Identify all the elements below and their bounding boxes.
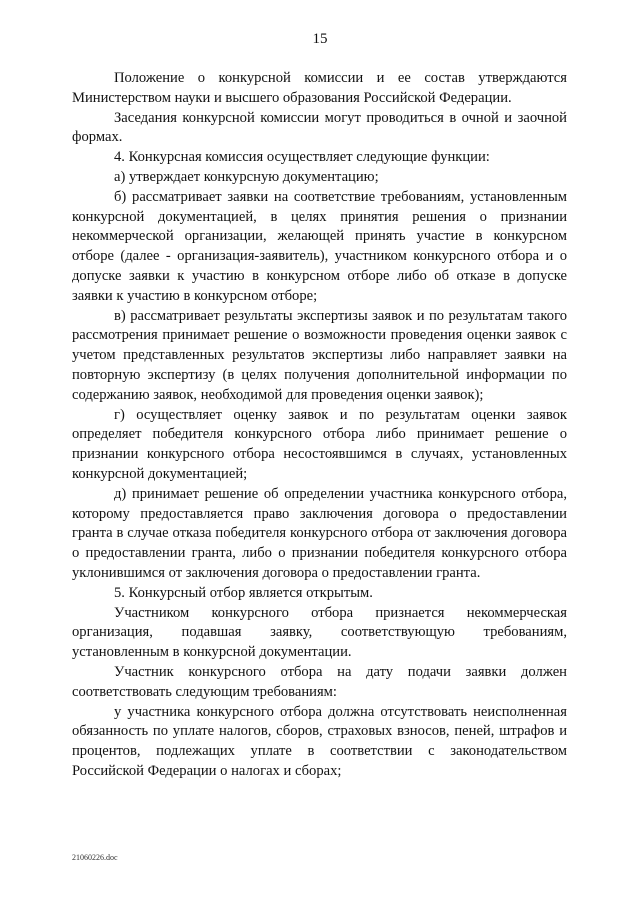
list-item-v: в) рассматривает результаты экспертизы заявок и по результатам такого рассмотрения принимает решение о возможности проведения оценки заявок с учетом представленных результатов экспертизы либо направляет заявки на повторную экспертизу (в целях получения дополнительной информации по содержанию заявок, необходимой для проведения оценки заявок); bbox=[72, 307, 567, 403]
page-number: 15 bbox=[312, 31, 328, 47]
document-body bbox=[72, 69, 567, 782]
list-item-d: д) принимает решение об определении участника конкурсного отбора, которому предоставляется право заключения договора о предоставлении гранта в случае отказа победителя конкурсного отбора от заключения договора о предоставлении гранта, либо о признании победителя конкурсного отбора уклонившимся от заключения договора о предоставлении гранта. bbox=[72, 485, 567, 581]
paragraph-commission-functions: 4. Конкурсная комиссия осуществляет следующие функции: bbox=[114, 149, 490, 166]
paragraph-meeting-forms: Заседания конкурсной комиссии могут проводиться в очной и заочной формах. bbox=[72, 109, 567, 146]
paragraph-tax-requirement: у участника конкурсного отбора должна отсутствовать неисполненная обязанность по уплате налогов, сборов, страховых взносов, пеней, штрафов и процентов, подлежащих уплате в соответствии с законодательством Российской Федерации о налогах и сборах; bbox=[72, 703, 567, 779]
paragraph-open-selection: 5. Конкурсный отбор является открытым. bbox=[114, 584, 373, 601]
document-filename: 21060226.doc bbox=[72, 853, 118, 862]
list-item-a: а) утверждает конкурсную документацию; bbox=[114, 168, 379, 185]
list-item-g: г) осуществляет оценку заявок и по результатам оценки заявок определяет победителя конкурсного отбора либо принимает решение о признании конкурсного отбора несостоявшимся в случаях, установленных конкурсной документацией; bbox=[72, 406, 567, 482]
list-item-b: б) рассматривает заявки на соответствие требованиям, установленным конкурсной документацией, в целях принятия решения о признании некоммерческой организации, желающей принять участие в конкурсном отборе (далее - организация-заявитель), участником конкурсного отбора и о допуске заявки к участию в конкурсном отборе либо об отказе в допуске заявки к участию в конкурсном отборе; bbox=[72, 188, 567, 304]
paragraph-participant-requirements: Участник конкурсного отбора на дату подачи заявки должен соответствовать следующим требованиям: bbox=[72, 663, 567, 700]
paragraph-commission-regulation: Положение о конкурсной комиссии и ее состав утверждаются Министерством науки и высшего образования Российской Федерации. bbox=[72, 70, 567, 106]
paragraph-participant-definition: Участником конкурсного отбора признается некоммерческая организация, подавшая заявку, соответствующую требованиям, установленным в конкурсной документации. bbox=[72, 604, 567, 661]
